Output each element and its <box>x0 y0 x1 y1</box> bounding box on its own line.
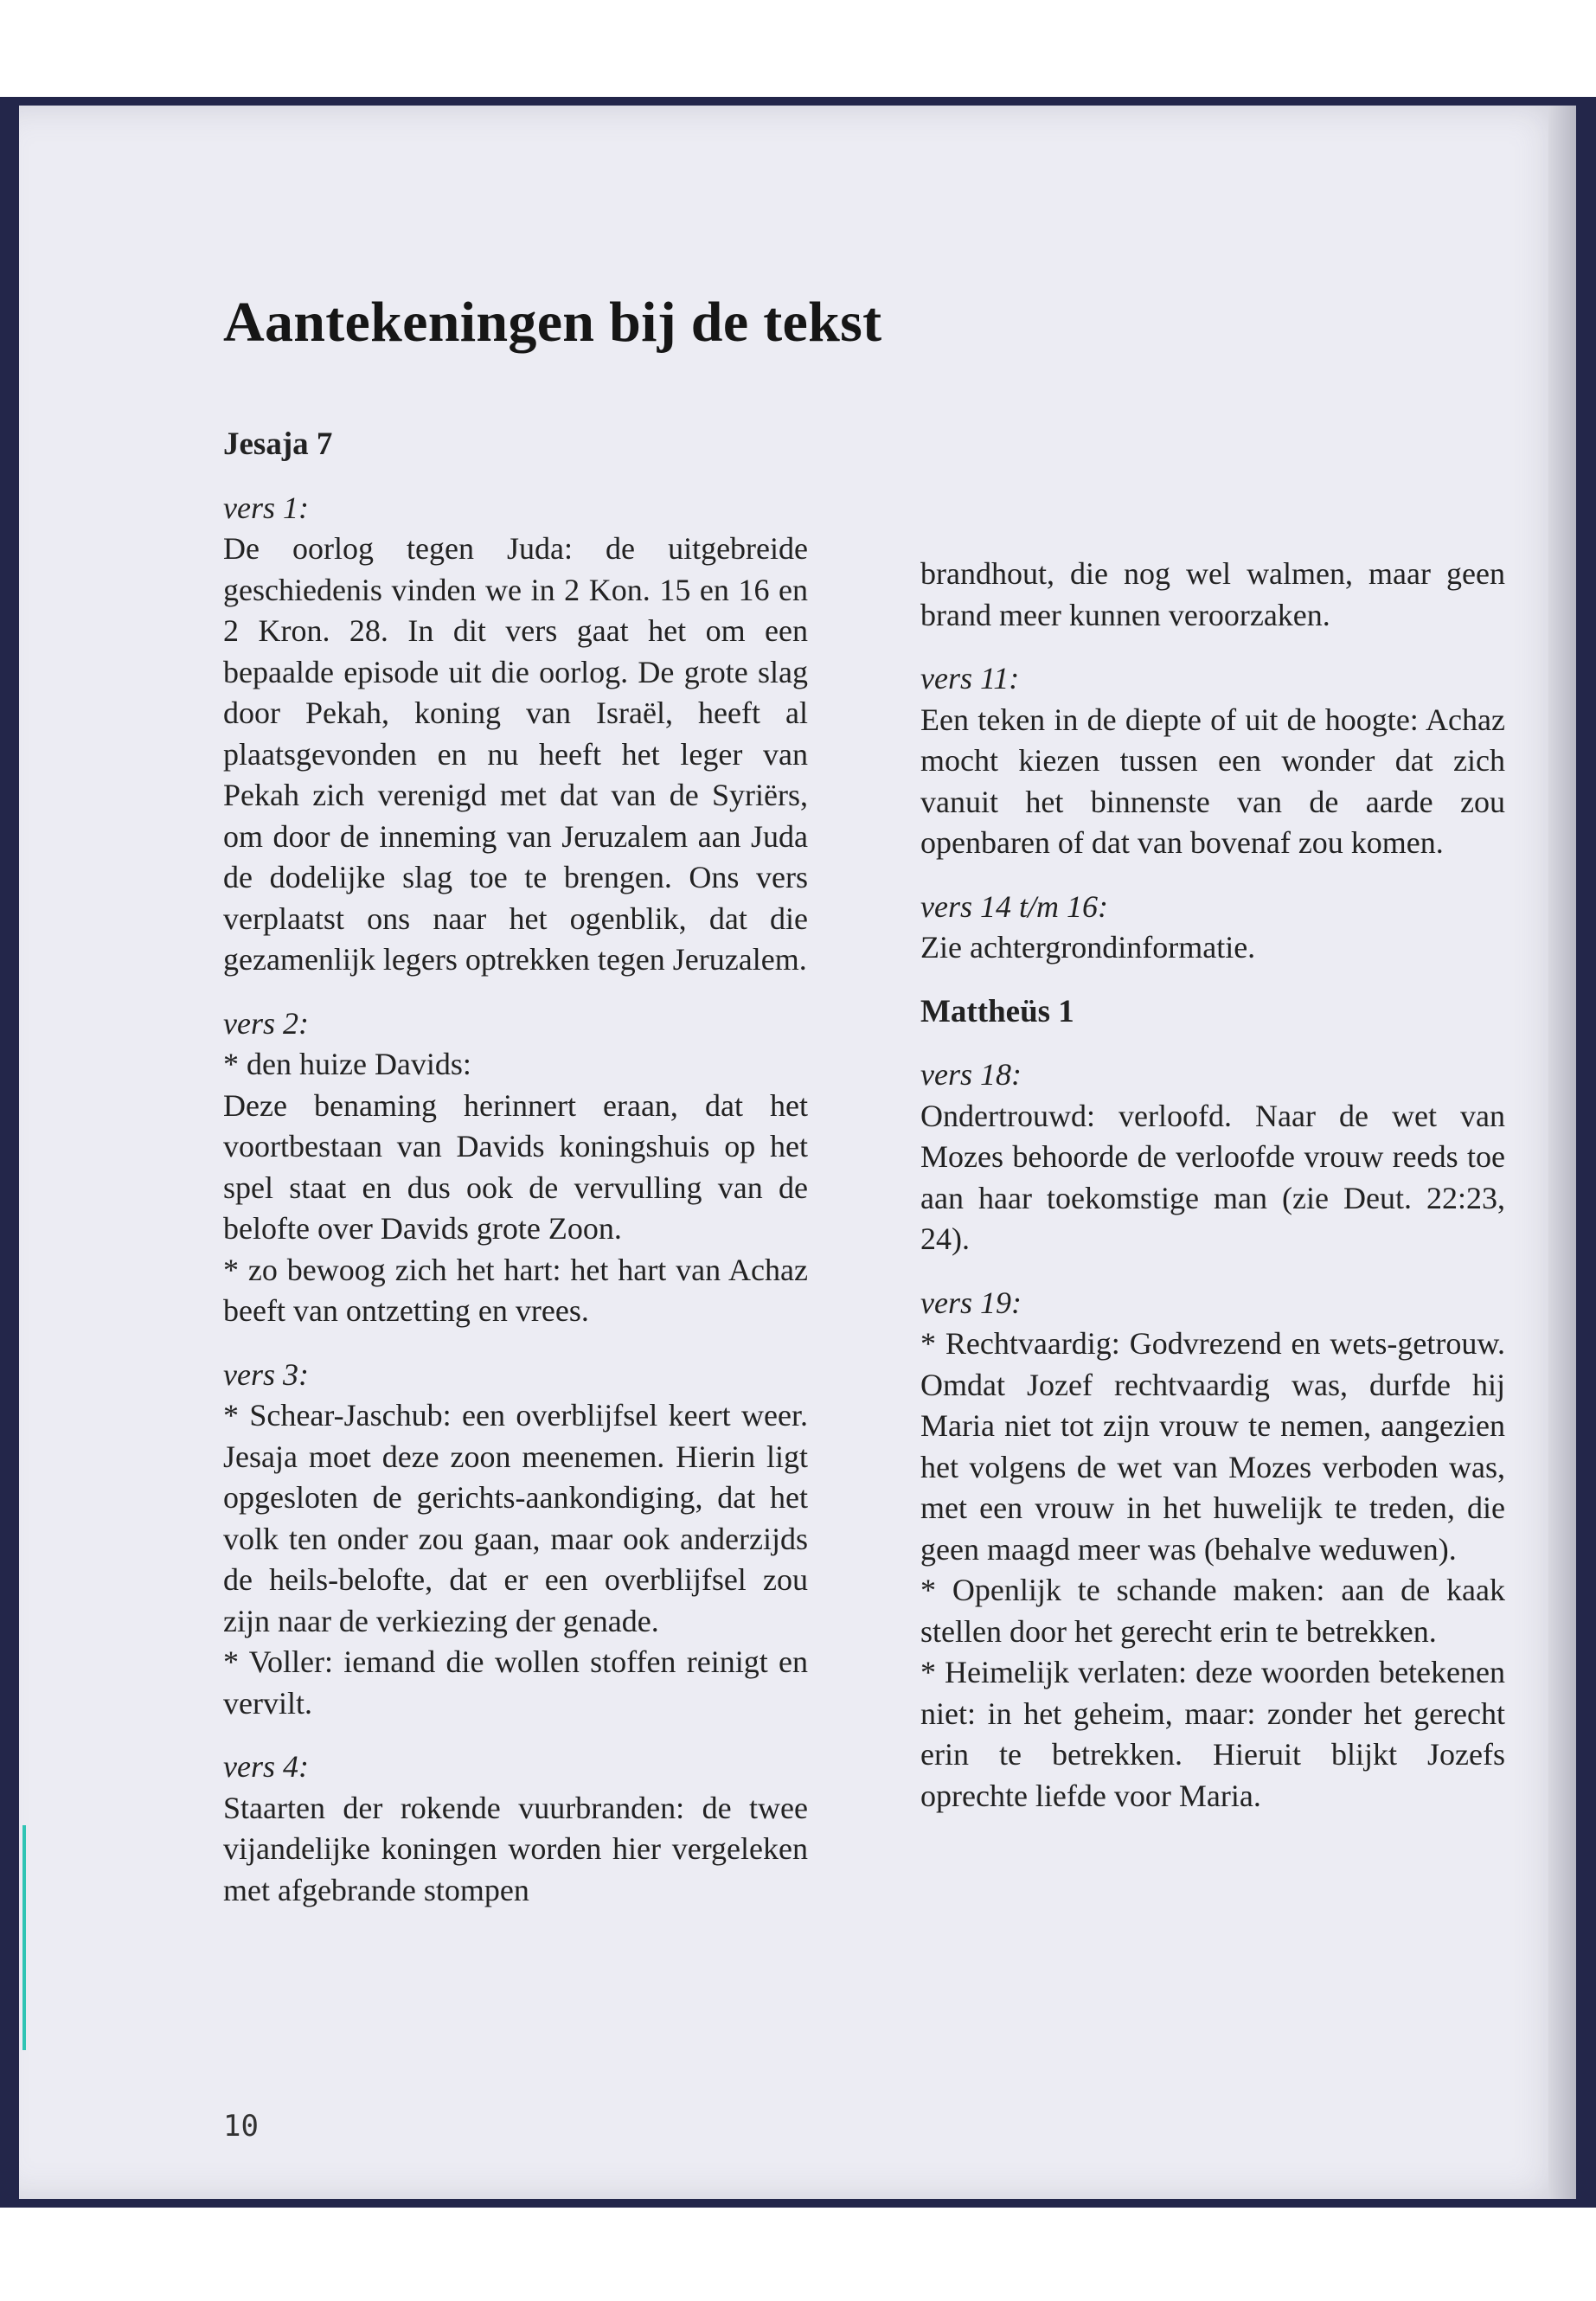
verse-label: vers 2: <box>223 1005 309 1041</box>
note-paragraph: * den huize Davids: <box>223 1047 471 1081</box>
verse-label: vers 4: <box>223 1749 309 1784</box>
note-paragraph: Staarten der rokende vuurbranden: de twee vijandelijke koningen worden hier vergeleken met afgebrande stompen <box>223 1790 808 1907</box>
note-paragraph: * Voller: iemand die wollen stoffen reinigt en vervilt. <box>223 1644 808 1721</box>
note-paragraph: Ondertrouwd: verloofd. Naar de wet van Mozes behoorde de verloofde vrouw reeds toe aan haar toekomstige man (zie Deut. 22:23, 24). <box>920 1098 1505 1256</box>
page-edge-mark <box>22 1825 26 2050</box>
note-paragraph: * Openlijk te schande maken: aan de kaak stellen door het gerecht erin te betrekken. <box>920 1573 1505 1649</box>
note-paragraph: De oorlog tegen Juda: de uitgebreide geschiedenis vinden we in 2 Kon. 15 en 16 en 2 Kron. 28. In dit vers gaat het om een bepaalde episode uit die oorlog. De grote slag door Pekah, koning van Israël, heeft al plaatsgevonden en nu heeft het leger van Pekah zich verenigd met dat van de Syriërs, om door de inneming van Jeruzalem aan Juda de dodelijke slag toe te brengen. Ons vers verplaatst ons naar het ogenblik, dat die gezamenlijk legers optrekken tegen Jeruzalem. <box>223 531 808 977</box>
section-heading: Jesaja 7 <box>223 426 333 462</box>
note-paragraph: Een teken in de diepte of uit de hoogte: Achaz mocht kiezen tussen een wonder dat zich vanuit het binnenste van de aarde zou openbaren of dat van bovenaf zou komen. <box>920 702 1505 860</box>
left-column <box>223 424 808 1911</box>
verse-label: vers 3: <box>223 1356 309 1392</box>
note-paragraph: * zo bewoog zich het hart: het hart van Achaz beeft van ontzetting en vrees. <box>223 1252 808 1328</box>
note-paragraph: brandhout, die nog wel walmen, maar geen brand meer kunnen veroorzaken. <box>920 556 1505 632</box>
verse-label: vers 19: <box>920 1285 1022 1320</box>
page-title: Aantekeningen bij de tekst <box>223 291 882 354</box>
verse-label: vers 18: <box>920 1057 1022 1092</box>
note-paragraph: Deze benaming herinnert eraan, dat het voortbestaan van Davids koningshuis op het spel staat en dus ook de vervulling van de belofte over Davids grote Zoon. <box>223 1087 808 1246</box>
page-number: 10 <box>223 2109 259 2144</box>
note-paragraph: Zie achtergrondinformatie. <box>920 930 1256 965</box>
right-column <box>920 554 1505 1817</box>
note-paragraph: * Rechtvaardig: Godvrezend en wets-getrouw. Omdat Jozef rechtvaardig was, durfde hij Maria niet tot zijn vrouw te nemen, aangezien het volgens de wet van Mozes verboden was, met een vrouw in het huwelijk te treden, die geen maagd meer was (behalve weduwen). <box>920 1326 1505 1567</box>
note-paragraph: * Heimelijk verlaten: deze woorden betekenen niet: in het geheim, maar: zonder het gerecht erin te betrekken. Hieruit blijkt Jozefs oprechte liefde voor Maria. <box>920 1655 1505 1813</box>
section-heading: Mattheüs 1 <box>920 993 1074 1029</box>
verse-label: vers 11: <box>920 661 1020 695</box>
page-curl <box>1548 106 1576 2199</box>
note-paragraph: * Schear-Jaschub: een overblijfsel keert weer. Jesaja moet deze zoon meenemen. Hierin ligt opgesloten de gerichts-aankondiging, dat het volk ten onder zou gaan, maar ook anderzijds de heils-belofte, dat er een overblijfsel zou zijn naar de verkiezing der genade. <box>223 1398 808 1638</box>
verse-label: vers 1: <box>223 490 309 525</box>
verse-label: vers 14 t/m 16: <box>920 888 1108 924</box>
